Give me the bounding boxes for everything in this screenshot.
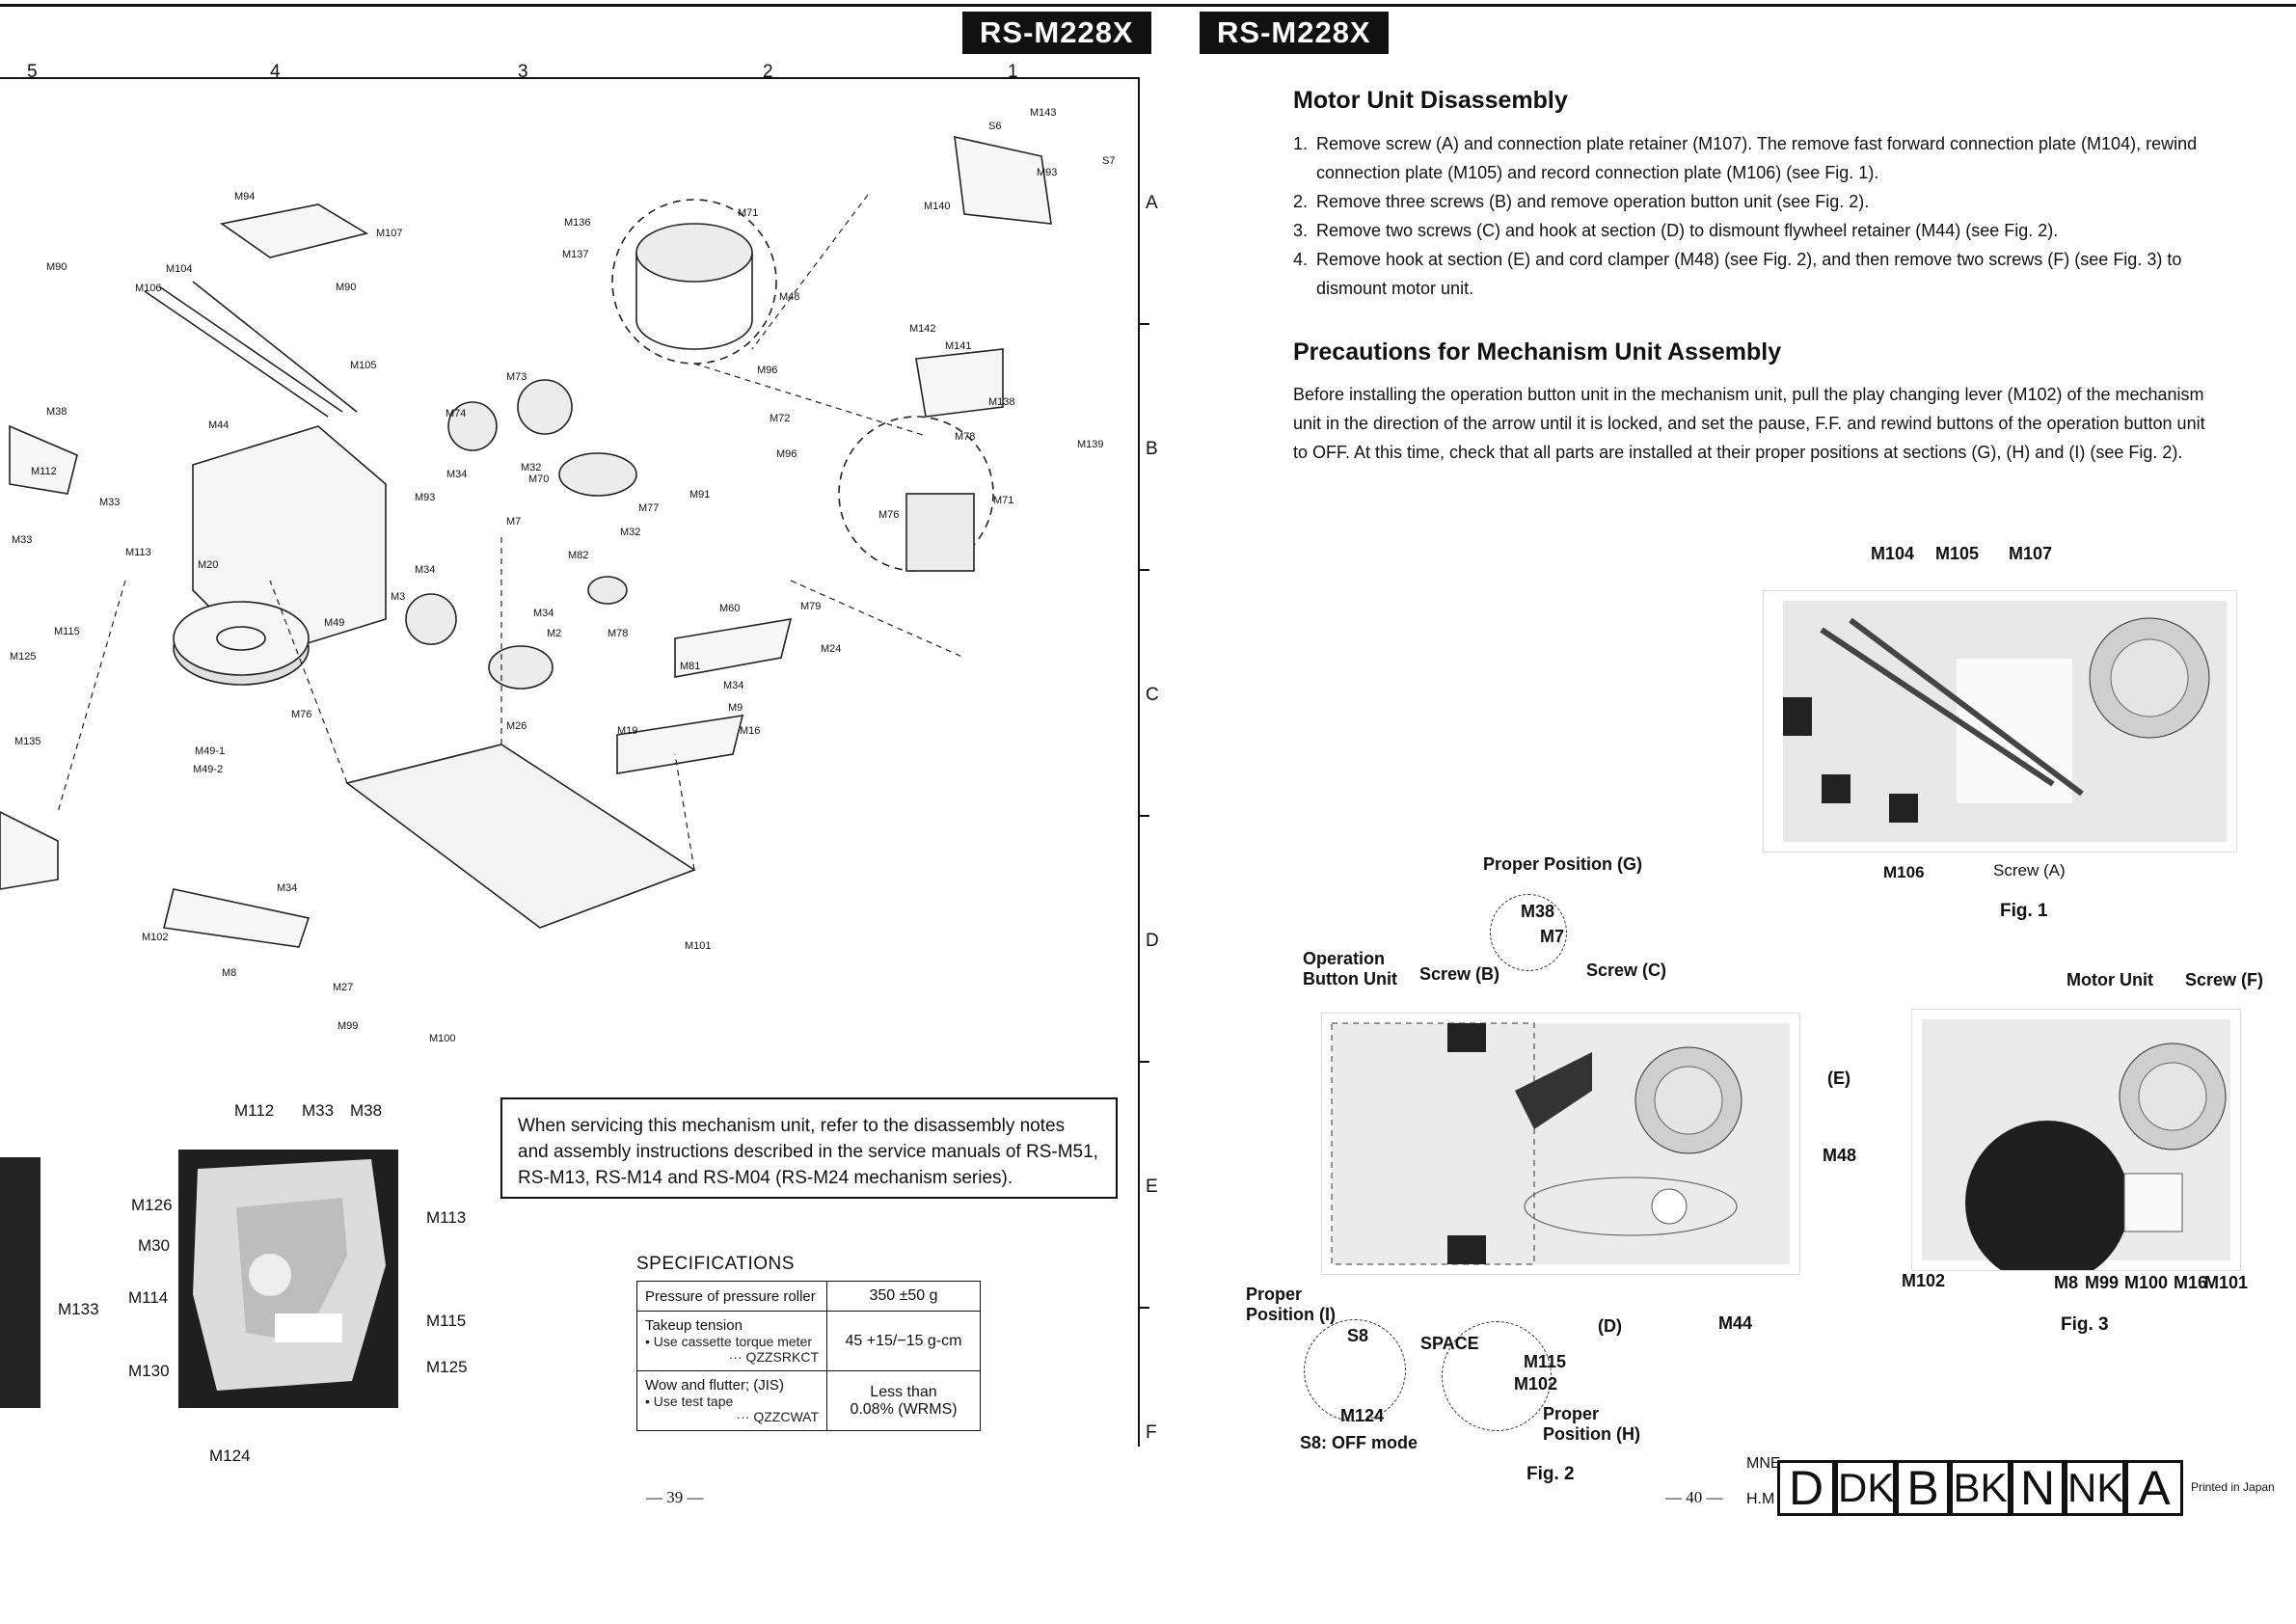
spec-value: Less than [870, 1383, 937, 1400]
fig3-photo [1911, 1009, 2241, 1271]
fig2-d: (D) [1598, 1316, 1622, 1336]
inset-label: M124 [209, 1447, 251, 1465]
fig3-label: M8 [2054, 1273, 2079, 1292]
spec-table [636, 1281, 981, 1431]
part-label: M137 [562, 249, 589, 260]
part-label: M3 [391, 591, 406, 603]
fig3-motor-unit: Motor Unit [2066, 970, 2153, 989]
part-label: M76 [878, 509, 900, 521]
fig2-s8-mode: S8: OFF mode [1300, 1433, 1418, 1452]
fig2-proper-h: Proper Position (H) [1543, 1404, 1640, 1444]
inset-label: M115 [426, 1312, 467, 1330]
part-label: M33 [12, 534, 33, 546]
fig2-proper-i: Proper Position (I) [1246, 1285, 1336, 1324]
fig2-m124: M124 [1340, 1406, 1385, 1425]
row-f: F [1146, 1422, 1157, 1443]
spec-label: Pressure of pressure roller [637, 1282, 827, 1312]
part-label: S6 [988, 121, 1002, 132]
spec-value: 350 ±50 g [827, 1282, 981, 1312]
fig1-label: M106 [1883, 863, 1925, 881]
part-label: M139 [1077, 439, 1104, 450]
servicing-note: When servicing this mechanism unit, refer to the disassembly notes and assembly instructions described in the service manuals of RS-M51, RS-M13, RS-M14 and RS-M04 (RS-M24 mechanism series). [500, 1097, 1118, 1199]
part-label: M70 [528, 474, 550, 485]
part-label: M34 [415, 564, 436, 576]
part-label: M81 [680, 661, 701, 672]
part-label: M100 [429, 1033, 456, 1044]
part-label: M9 [728, 702, 743, 714]
page-number-left: — 39 — [646, 1488, 704, 1506]
inset-label: M33 [302, 1101, 335, 1120]
step-text: Remove screw (A) and connection plate retainer (M107). The remove fast forward connection plate (M104), rewind connection plate (M105) and record connection plate (M106) (see Fig. 1). [1316, 134, 2198, 182]
spec-sub: • Use test tape [645, 1394, 734, 1409]
part-label: M105 [350, 360, 377, 371]
part-label: M34 [533, 608, 554, 619]
model-badge-right: RS-M228X [1200, 12, 1389, 54]
step-item: 2. Remove three screws (B) and remove operation button unit (see Fig. 2). [1293, 187, 2214, 216]
inset-label: M126 [131, 1196, 173, 1214]
part-label: M49 [324, 617, 345, 629]
fig2-m115: M115 [1524, 1352, 1567, 1371]
part-label: M34 [723, 680, 744, 691]
step-item: 4. Remove hook at section (E) and cord clamper (M48) (see Fig. 2), and then remove two screws (F) (see Fig. 3) to dismount motor unit. [1293, 245, 2214, 303]
model-code: BK [1950, 1460, 2011, 1516]
fig2-s8: S8 [1347, 1326, 1369, 1345]
spec-label: Wow and flutter; (JIS) [645, 1377, 784, 1394]
part-label: M44 [208, 420, 230, 431]
fig2-operation-button: Operation Button Unit [1303, 949, 1397, 988]
part-label: M2 [547, 628, 562, 639]
part-label: M99 [338, 1020, 359, 1032]
row-a: A [1146, 193, 1158, 213]
fig1-label: M105 [1935, 544, 1980, 563]
part-label: M20 [198, 559, 219, 571]
fig2-m44: M44 [1718, 1313, 1753, 1333]
part-label: M96 [776, 448, 797, 460]
spec-row [637, 1282, 981, 1312]
part-label: M140 [924, 201, 951, 212]
fig3-label: M100 [2124, 1273, 2169, 1292]
part-label: M107 [376, 228, 403, 239]
fig2-photo [1321, 1013, 1800, 1275]
part-label: M135 [14, 736, 41, 747]
part-label: M71 [738, 207, 759, 219]
spec-sub: • Use cassette torque meter [645, 1334, 812, 1349]
part-label: M125 [10, 651, 37, 663]
part-label: M49-2 [193, 764, 224, 775]
cropped-photo-edge [0, 1157, 41, 1408]
fig3-label: M102 [1902, 1271, 1946, 1290]
col-5: 5 [27, 62, 38, 82]
part-label: M101 [685, 940, 712, 952]
part-label: M78 [608, 628, 629, 639]
part-label: M79 [800, 601, 822, 612]
model-badge-left: RS-M228X [962, 12, 1151, 54]
part-label: M34 [277, 882, 298, 894]
part-label: M72 [770, 413, 791, 424]
fig3-screw-f: Screw (F) [2185, 970, 2264, 989]
model-code: A [2125, 1460, 2183, 1516]
part-label: M26 [506, 720, 527, 732]
fig1-label: M107 [2009, 544, 2053, 563]
row-tick [1140, 569, 1149, 571]
inset-label: M30 [138, 1236, 171, 1255]
col-4: 4 [270, 62, 281, 82]
part-label: M60 [719, 603, 741, 614]
spec-value: 0.08% (WRMS) [850, 1400, 958, 1418]
part-label: M78 [955, 431, 976, 443]
fig1-photo [1763, 590, 2237, 853]
part-label: M8 [222, 967, 237, 979]
part-label: M91 [689, 489, 711, 501]
part-label: M106 [135, 283, 162, 294]
part-label: M93 [415, 492, 436, 503]
spec-label-cell [637, 1312, 827, 1371]
col-3: 3 [518, 62, 528, 82]
fig2-m38: M38 [1521, 902, 1555, 921]
step-text: Remove three screws (B) and remove operation button unit (see Fig. 2). [1316, 192, 1870, 211]
fig2-screw-c: Screw (C) [1586, 961, 1667, 980]
motor-steps [1293, 129, 2214, 303]
mechanism-inset-photo [178, 1150, 398, 1408]
part-label: M143 [1030, 107, 1057, 119]
part-label: M73 [506, 371, 527, 383]
step-text: Remove two screws (C) and hook at section (D) to dismount flywheel retainer (M44) (see Fig. 2). [1316, 221, 2059, 240]
spec-value: 45 +15/−15 g-cm [827, 1312, 981, 1371]
row-c: C [1146, 685, 1159, 705]
fig3-label: M99 [2085, 1273, 2120, 1292]
motor-section-title: Motor Unit Disassembly [1293, 87, 1568, 114]
fig2-caption: Fig. 2 [1526, 1464, 1575, 1484]
step-text: Remove hook at section (E) and cord clamper (M48) (see Fig. 2), and then remove two screws (F) (see Fig. 3) to dismount motor unit. [1316, 250, 2182, 298]
part-label: M33 [99, 497, 121, 508]
fig2-screw-b: Screw (B) [1419, 964, 1500, 984]
exploded-view-diagram [0, 79, 1136, 1082]
inset-label: M114 [128, 1288, 169, 1307]
inset-label: M113 [426, 1208, 467, 1227]
spec-code: ··· QZZSRKCT [728, 1349, 819, 1365]
precautions-title: Precautions for Mechanism Unit Assembly [1293, 338, 1782, 365]
spec-label-cell [637, 1371, 827, 1431]
row-tick [1140, 323, 1149, 325]
part-label: M16 [740, 725, 761, 737]
part-label: M102 [142, 932, 169, 943]
step-item: 1. Remove screw (A) and connection plate retainer (M107). The remove fast forward connection plate (M104), rewind connection plate (M105) and record connection plate (M106) (see Fig. 1). [1293, 129, 2214, 187]
part-label: M94 [234, 191, 256, 203]
part-label: M142 [909, 323, 936, 335]
part-label: M77 [638, 502, 660, 514]
spec-row [637, 1312, 981, 1371]
part-label: M7 [506, 516, 522, 528]
step-item: 3. Remove two screws (C) and hook at section (D) to dismount flywheel retainer (M44) (see Fig. 2). [1293, 216, 2214, 245]
fig1-caption: Fig. 1 [2000, 901, 2048, 921]
fig2-m102: M102 [1514, 1374, 1558, 1394]
model-code: N [2011, 1460, 2065, 1516]
inset-label: M112 [234, 1101, 275, 1120]
part-label: M141 [945, 340, 972, 352]
footer-hm: H.M [1746, 1491, 1775, 1507]
row-tick [1140, 1061, 1149, 1063]
page-number-right: — 40 — [1665, 1488, 1723, 1506]
part-label: M82 [568, 550, 589, 561]
row-tick [1140, 815, 1149, 817]
part-label: M113 [125, 547, 151, 558]
row-ruler [1138, 77, 1140, 1447]
fig3-label: M16 [2174, 1273, 2208, 1292]
fig2-m7: M7 [1540, 927, 1565, 946]
model-code: B [1896, 1460, 1950, 1516]
fig3-caption: Fig. 3 [2061, 1314, 2109, 1335]
part-label: M71 [993, 495, 1014, 506]
part-label: M93 [1037, 167, 1058, 178]
inset-label: M125 [426, 1358, 468, 1376]
col-1: 1 [1008, 62, 1018, 82]
row-tick [1140, 1307, 1149, 1309]
part-label: M24 [821, 643, 842, 655]
part-label: M27 [333, 982, 354, 993]
part-label: M90 [336, 282, 357, 293]
precautions-text: Before installing the operation button unit in the mechanism unit, pull the play changing lever (M102) of the mechanism unit in the direction of the arrow until it is locked, and set the pause, F.F. and rewind buttons of the operation button unit to OFF. At this time, check that all parts are installed at their proper positions at sections (G), (H) and (I) (see Fig. 2). [1293, 385, 2205, 462]
fig2-space: SPACE [1420, 1334, 1479, 1353]
inset-label: M38 [350, 1101, 383, 1120]
fig1-label: Screw (A) [1993, 861, 2066, 880]
part-label: M49-1 [195, 745, 226, 757]
model-code: D [1777, 1460, 1835, 1516]
fig2-m48: M48 [1823, 1146, 1857, 1165]
row-b: B [1146, 439, 1158, 459]
row-d: D [1146, 931, 1159, 951]
model-code: NK [2065, 1460, 2125, 1516]
spec-row [637, 1371, 981, 1431]
part-label: M48 [779, 291, 800, 303]
spec-code: ··· QZZCWAT [736, 1409, 819, 1424]
printed-in-japan: Printed in Japan [2191, 1480, 2275, 1494]
part-label: M136 [564, 217, 591, 229]
spec-title: SPECIFICATIONS [636, 1254, 795, 1274]
part-label: M104 [166, 263, 193, 275]
part-label: M38 [46, 406, 68, 418]
part-label: M138 [988, 396, 1015, 408]
footer-mne: MNE [1746, 1455, 1781, 1472]
part-label: S7 [1102, 155, 1116, 167]
fig2-proper-g: Proper Position (G) [1483, 854, 1643, 874]
part-label: M32 [620, 527, 641, 538]
part-label: M115 [54, 626, 80, 637]
top-border [0, 4, 2296, 7]
part-label: M90 [46, 261, 68, 273]
spec-label: Takeup tension [645, 1317, 743, 1334]
inset-label: M133 [58, 1300, 99, 1318]
part-label: M34 [446, 469, 468, 480]
fig2-e: (E) [1827, 1069, 1850, 1088]
spec-value-cell [827, 1371, 981, 1431]
part-label: M96 [757, 365, 778, 376]
inset-label: M130 [128, 1362, 170, 1380]
part-label: M19 [617, 725, 638, 737]
part-label: M76 [291, 709, 312, 720]
part-label: M32 [521, 462, 542, 474]
model-code: DK [1835, 1460, 1896, 1516]
col-2: 2 [763, 62, 773, 82]
part-label: M74 [446, 408, 467, 420]
fig3-label: M101 [2204, 1273, 2249, 1292]
fig1-label: M104 [1871, 544, 1915, 563]
row-e: E [1146, 1177, 1158, 1197]
part-label: M112 [31, 466, 57, 477]
